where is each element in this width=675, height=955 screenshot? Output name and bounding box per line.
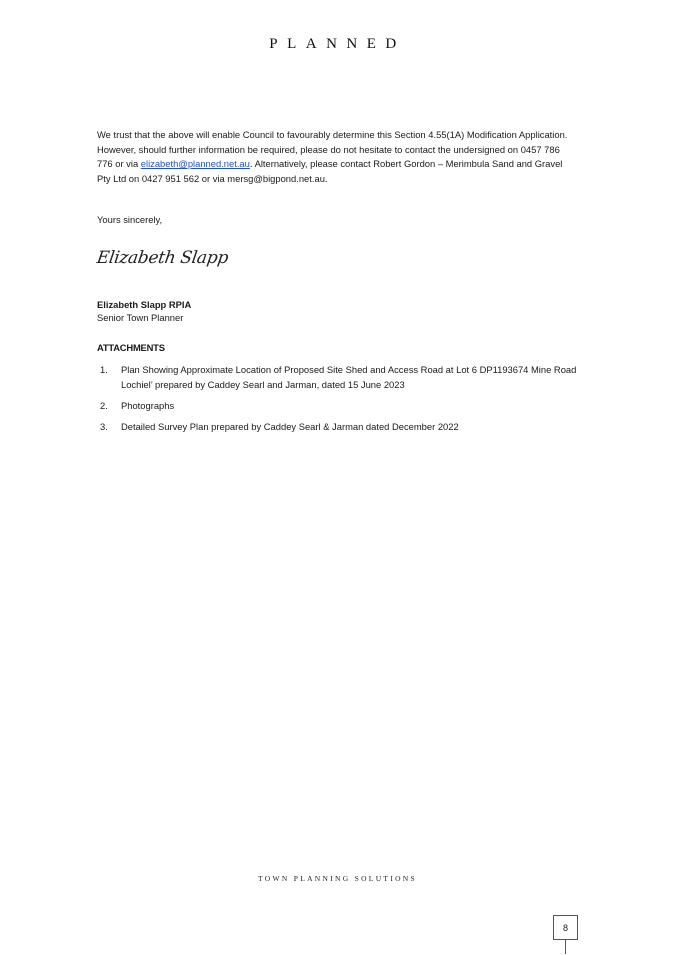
handwritten-signature: Elizabeth Slapp <box>95 248 230 268</box>
page-number: 8 <box>562 922 568 933</box>
attachment-text: Photographs <box>121 399 175 411</box>
attachment-number: 3. <box>100 420 108 432</box>
page-number-tick <box>565 940 566 954</box>
footer-tagline: TOWN PLANNING SOLUTIONS <box>257 874 417 883</box>
attachments-heading: ATTACHMENTS <box>97 342 165 353</box>
attachment-item <box>97 399 577 414</box>
attachment-number: 1. <box>100 364 108 375</box>
closing-paragraph <box>97 128 577 186</box>
attachment-item <box>97 363 577 392</box>
attachment-text: Detailed Survey Plan prepared by Caddey Searl & Jarman dated December 2022 <box>121 420 459 432</box>
paragraph-text-end: . Alternatively, please contact Robert Gordon – Merimbula Sand and Gravel Pty Ltd on 0427 951 562 or via mersg@bigpond.net.au. <box>97 158 563 184</box>
signatory-name: Elizabeth Slapp RPIA <box>97 299 192 310</box>
closing-salutation: Yours sincerely, <box>97 214 163 225</box>
attachment-text: Plan Showing Approximate Location of Proposed Site Shed and Access Road at Lot 6 DP1193674 Mine Road Lochiel’ prepared by Caddey Searl and Jarman, dated 15 June 2023 <box>121 364 577 390</box>
signatory-title: Senior Town Planner <box>97 312 184 323</box>
email-link[interactable]: elizabeth@planned.net.au <box>140 158 250 169</box>
attachment-number: 2. <box>100 399 108 411</box>
attachments-list <box>97 363 577 441</box>
page-number-box <box>553 915 578 940</box>
planned-logo: PLANNED <box>269 36 406 52</box>
paragraph-text-start: We trust that the above will enable Council to favourably determine this Section 4.55(1A) Modification Application. However, should further information be required, please do not hesitate to contact the undersigned on 0457 786 776 or via <box>97 129 568 169</box>
attachment-item <box>97 420 577 435</box>
